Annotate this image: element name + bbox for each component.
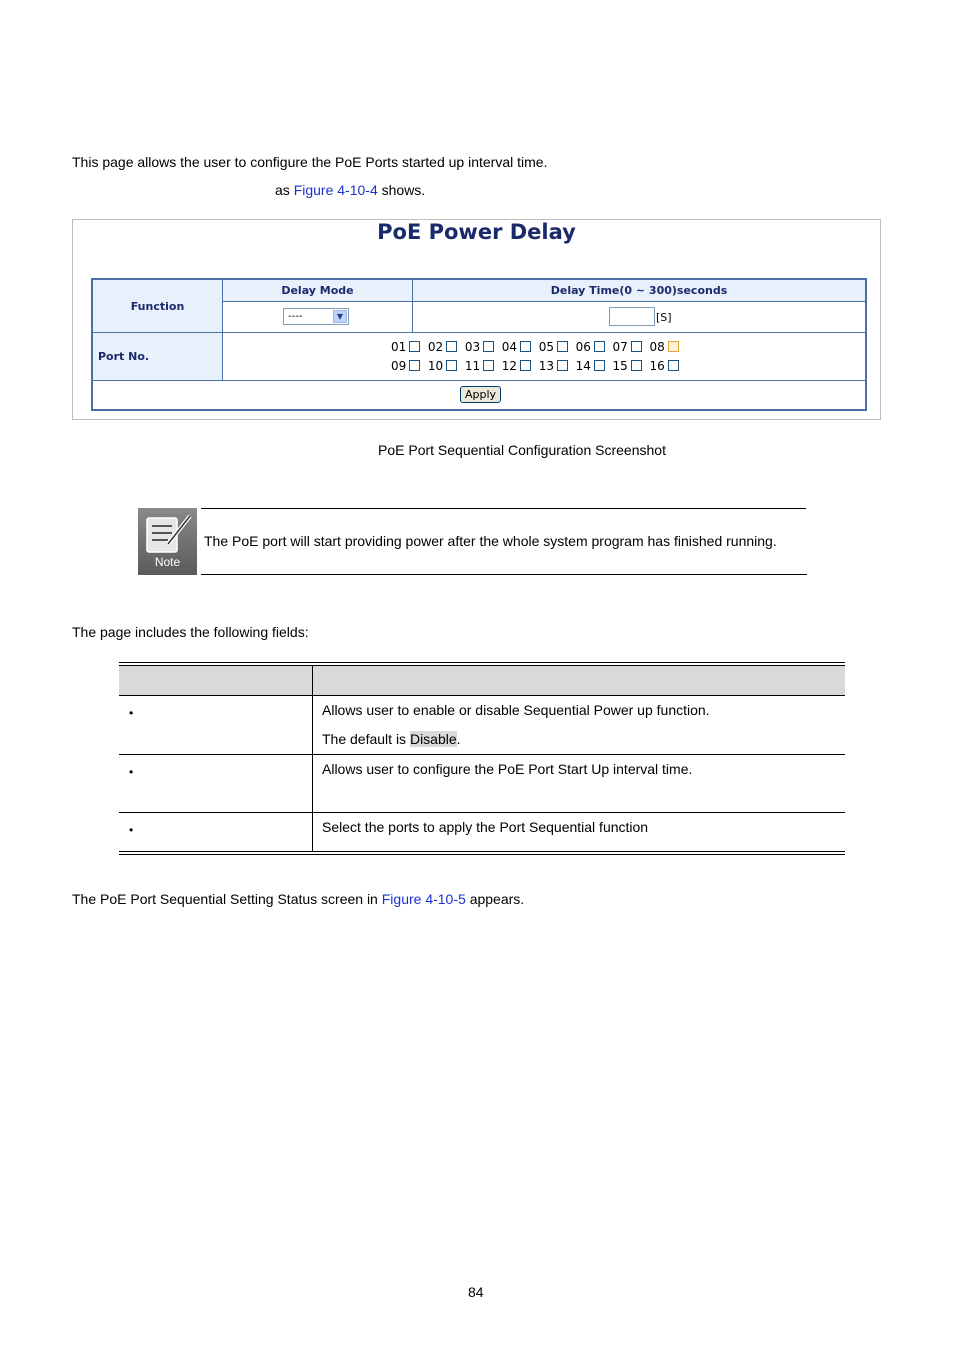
port-09-label: 09 — [391, 359, 407, 373]
intro-suffix: shows. — [381, 182, 426, 198]
apply-button[interactable]: Apply — [460, 386, 501, 403]
figure-link-4-10-4[interactable]: Figure 4-10-4 — [293, 182, 378, 198]
port-13-label: 13 — [538, 359, 554, 373]
default-value: Disable — [409, 731, 457, 747]
delay-time-unit: [S] — [656, 311, 672, 324]
chevron-down-icon: ▼ — [333, 310, 347, 323]
table-row — [119, 696, 845, 754]
note-divider-top — [201, 508, 806, 509]
row-bullet: • — [129, 765, 134, 779]
port-08-checkbox[interactable] — [668, 341, 679, 352]
port-02-checkbox[interactable] — [446, 341, 457, 352]
default-suffix: . — [456, 731, 461, 747]
outro-prefix: The PoE Port Sequential Setting Status screen in — [72, 891, 378, 907]
port-row-2 — [391, 359, 679, 373]
row-bullet: • — [129, 706, 134, 720]
delay-mode-header: Delay Mode — [223, 280, 413, 302]
port-09-checkbox[interactable] — [409, 360, 420, 371]
port-no-label: Port No. — [93, 333, 223, 381]
poe-power-delay-screenshot — [72, 219, 881, 420]
outro-line — [72, 891, 524, 907]
port-15-checkbox[interactable] — [631, 360, 642, 371]
port-11-checkbox[interactable] — [483, 360, 494, 371]
poe-delay-config-table — [91, 278, 867, 411]
port-07-label: 07 — [612, 340, 628, 354]
delay-time-input[interactable] — [609, 307, 655, 326]
row-bullet: • — [129, 823, 134, 837]
table-bottom-border — [119, 851, 845, 852]
fields-intro: The page includes the following fields: — [72, 624, 309, 640]
note-divider-bottom — [201, 574, 807, 575]
port-12-label: 12 — [501, 359, 518, 373]
function-label: Function — [93, 280, 223, 333]
port-03-label: 03 — [464, 340, 481, 354]
intro-prefix: as — [275, 182, 290, 198]
delay-mode-value: ---- — [288, 311, 303, 322]
row-description: Select the ports to apply the Port Sequential function — [322, 819, 649, 835]
port-07-checkbox[interactable] — [631, 341, 642, 352]
row-default — [322, 731, 461, 747]
table-top-border — [119, 662, 845, 663]
apply-row — [93, 381, 865, 409]
port-01-label: 01 — [391, 340, 407, 354]
port-01-checkbox[interactable] — [409, 341, 420, 352]
port-06-label: 06 — [575, 340, 591, 354]
port-06-checkbox[interactable] — [594, 341, 605, 352]
intro-line-2 — [275, 182, 425, 198]
port-13-checkbox[interactable] — [557, 360, 568, 371]
port-10-label: 10 — [427, 359, 444, 373]
port-12-checkbox[interactable] — [520, 360, 531, 371]
delay-time-header: Delay Time(0 ~ 300)seconds — [413, 280, 865, 302]
note-icon — [138, 508, 197, 575]
screenshot-title: PoE Power Delay — [377, 220, 576, 244]
ports-cell — [223, 333, 865, 381]
row-description: Allows user to enable or disable Sequential Power up function. — [322, 702, 710, 718]
port-08-label: 08 — [649, 340, 665, 354]
note-text: The PoE port will start providing power after the whole system program has finished running. — [204, 533, 777, 549]
delay-mode-select[interactable] — [283, 308, 349, 325]
port-03-checkbox[interactable] — [483, 341, 494, 352]
fields-table — [119, 662, 845, 856]
figure-caption: PoE Port Sequential Configuration Screenshot — [378, 442, 666, 458]
port-04-checkbox[interactable] — [520, 341, 531, 352]
note-icon-label: Note — [154, 555, 181, 569]
row-description: Allows user to configure the PoE Port Start Up interval time. — [322, 761, 693, 777]
table-row — [119, 813, 845, 851]
port-11-label: 11 — [464, 359, 481, 373]
table-row — [119, 755, 845, 812]
port-10-checkbox[interactable] — [446, 360, 457, 371]
default-prefix: The default is — [322, 731, 407, 747]
port-15-label: 15 — [612, 359, 628, 373]
intro-line-1: This page allows the user to configure the PoE Ports started up interval time. — [72, 154, 548, 170]
port-05-checkbox[interactable] — [557, 341, 568, 352]
page-number: 84 — [468, 1284, 484, 1300]
port-row-1 — [391, 340, 679, 354]
table-bottom-border-2 — [119, 854, 845, 855]
port-14-checkbox[interactable] — [594, 360, 605, 371]
port-02-label: 02 — [427, 340, 444, 354]
port-14-label: 14 — [575, 359, 591, 373]
outro-suffix: appears. — [469, 891, 525, 907]
table-header-row — [119, 666, 845, 695]
port-16-label: 16 — [649, 359, 665, 373]
figure-link-4-10-5[interactable]: Figure 4-10-5 — [381, 891, 466, 907]
port-04-label: 04 — [501, 340, 518, 354]
port-05-label: 05 — [538, 340, 554, 354]
port-16-checkbox[interactable] — [668, 360, 679, 371]
delay-mode-cell — [223, 302, 413, 333]
delay-time-cell — [413, 302, 865, 333]
